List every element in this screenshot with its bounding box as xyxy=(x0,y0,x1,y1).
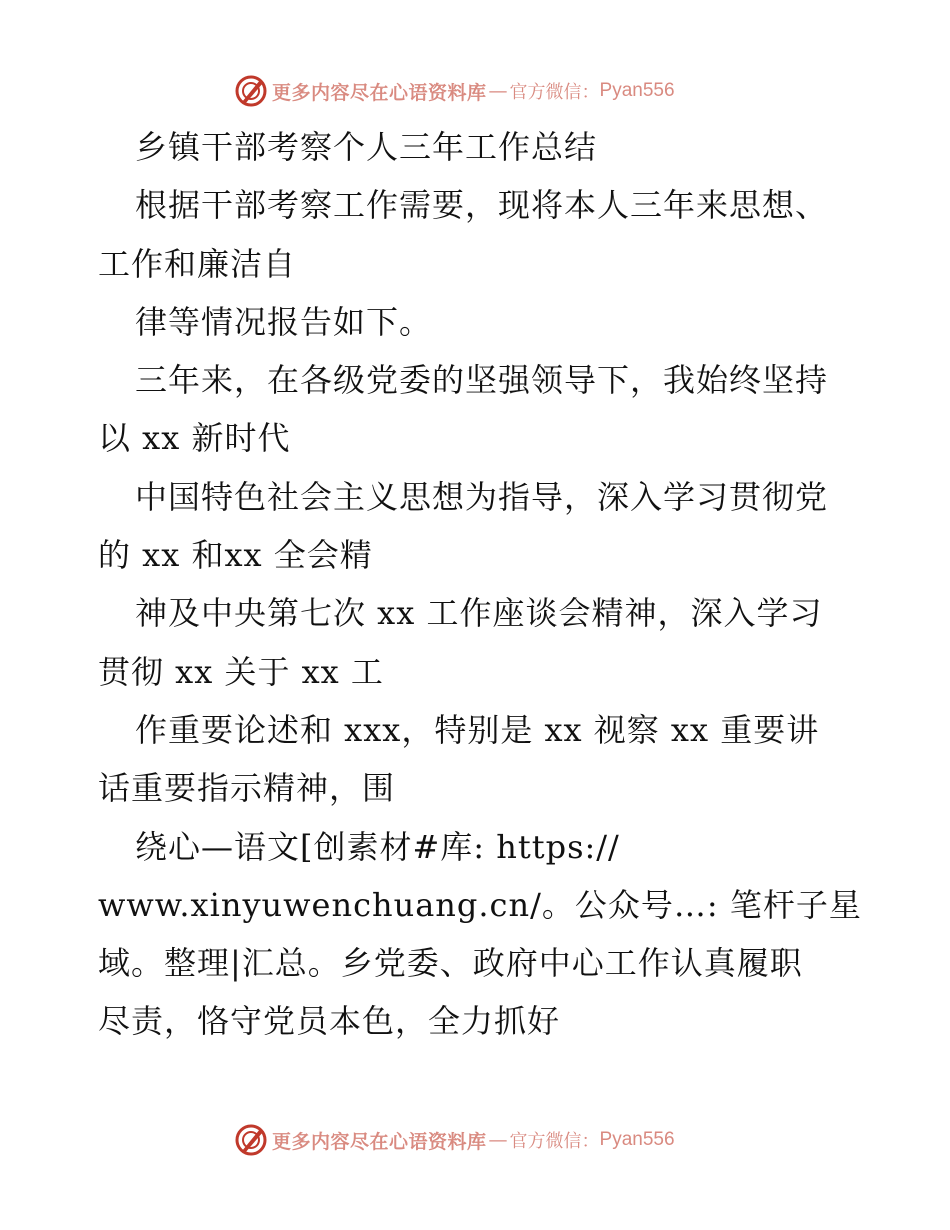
paragraph-line: 工作和廉洁自 xyxy=(98,244,297,283)
header-banner-wechat-id: Pyan556 xyxy=(599,80,675,101)
footer-banner-title: 更多内容尽在心语资料库 xyxy=(272,1130,487,1153)
document-body xyxy=(98,118,862,1051)
header-banner-official-label: 官方微信： xyxy=(509,82,600,103)
footer-banner-official-label: 官方微信： xyxy=(509,1131,600,1152)
paragraph-line: 神及中央第七次 xx 工作座谈会精神，深入学习 xyxy=(135,594,823,633)
paragraph-line: 绕心—语文[创素材#库: https:// xyxy=(135,827,620,866)
header-banner-dash: — xyxy=(488,80,508,102)
header-watermark-banner xyxy=(234,71,714,111)
paragraph-line: 尽责，恪守党员本色，全力抓好 xyxy=(98,1002,561,1041)
document-title: 乡镇干部考察个人三年工作总结 xyxy=(135,128,598,166)
footer-banner-dash: — xyxy=(488,1129,508,1151)
paragraph-line: www.xinyuwenchuang.cn/。公众号…: 笔杆子星 xyxy=(98,885,862,924)
paragraph-line: 域。整理|汇总。乡党委、政府中心工作认真履职 xyxy=(98,944,803,983)
paragraph-line: 作重要论述和 xxx，特别是 xx 视察 xx 重要讲 xyxy=(135,710,820,749)
paragraph-line: 的 xx 和xx 全会精 xyxy=(98,536,373,575)
footer-banner-wechat-id: Pyan556 xyxy=(599,1129,675,1150)
brand-logo-icon xyxy=(234,74,268,108)
paragraph-line: 话重要指示精神，围 xyxy=(98,769,396,808)
paragraph-line: 贯彻 xx 关于 xx 工 xyxy=(98,652,384,691)
paragraph-line: 三年来，在各级党委的坚强领导下，我始终坚持 xyxy=(135,361,829,400)
footer-watermark-banner xyxy=(234,1120,714,1160)
paragraph-line: 以 xx 新时代 xyxy=(98,419,291,458)
paragraph-line: 根据干部考察工作需要，现将本人三年来思想、 xyxy=(135,186,829,225)
paragraph-line: 中国特色社会主义思想为指导，深入学习贯彻党 xyxy=(135,477,829,516)
header-banner-title: 更多内容尽在心语资料库 xyxy=(272,81,487,104)
brand-logo-icon xyxy=(234,1123,268,1157)
paragraph-line: 律等情况报告如下。 xyxy=(135,302,433,341)
